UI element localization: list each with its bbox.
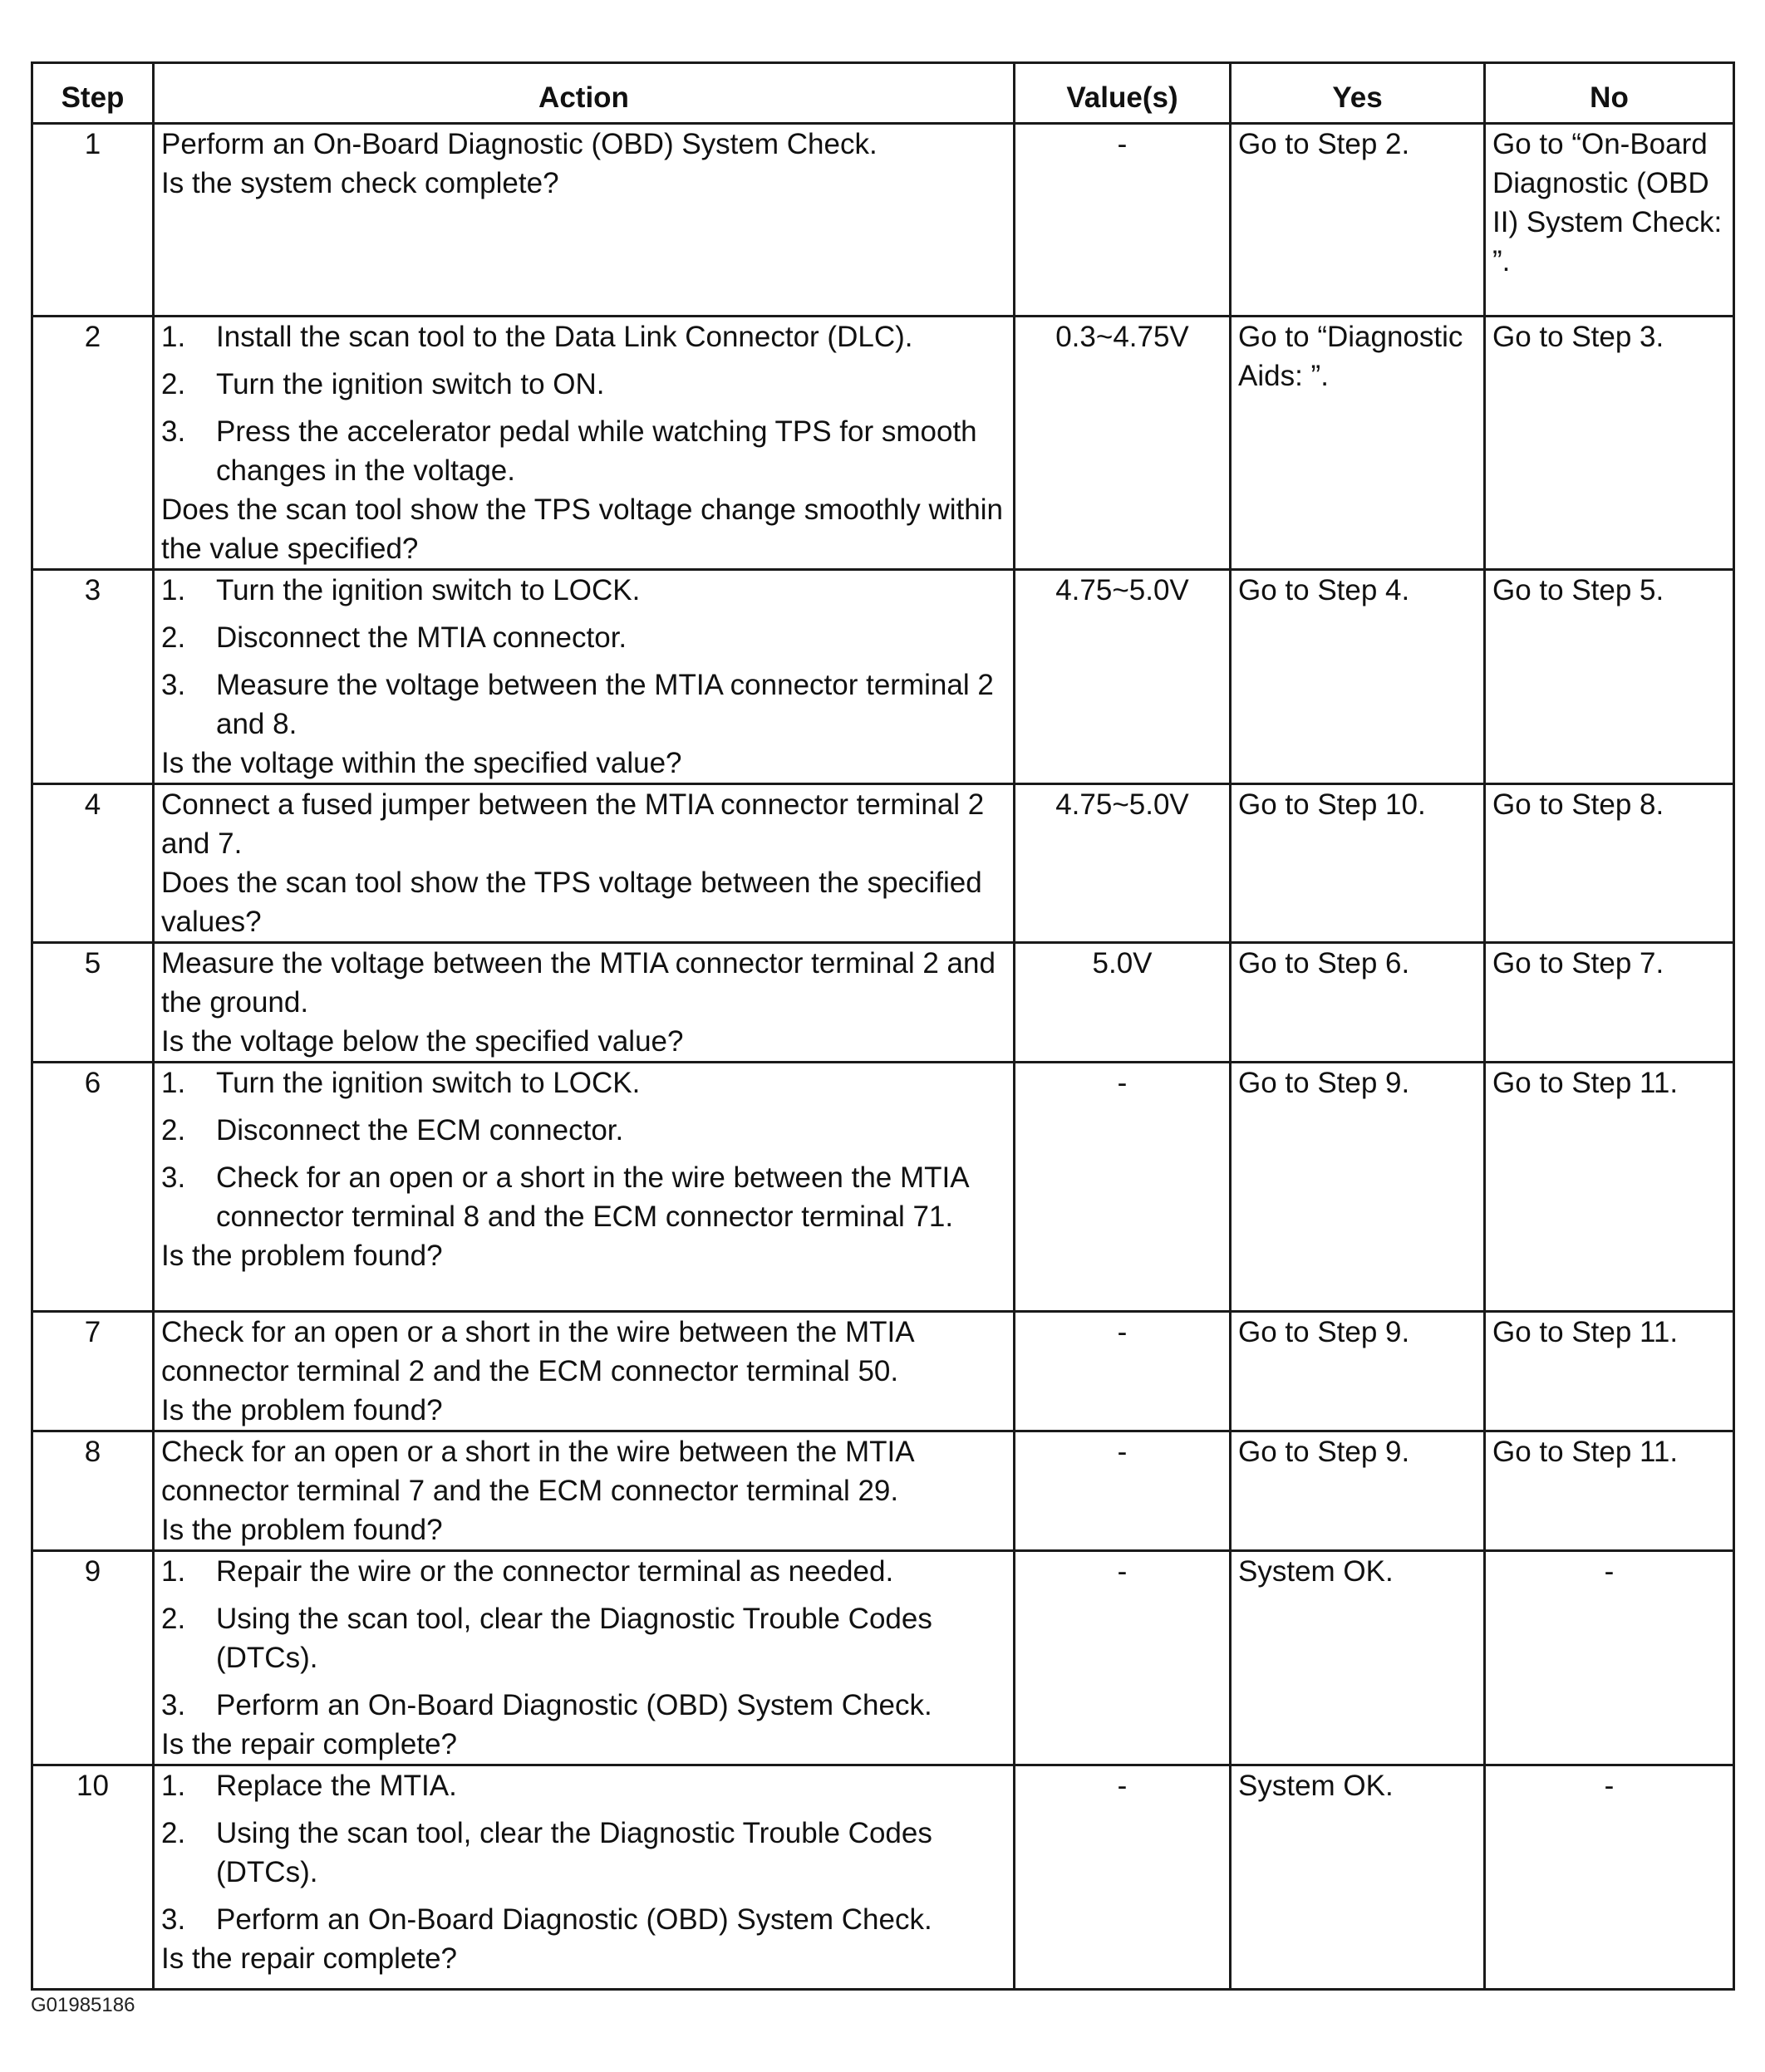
action-step-text: Replace the MTIA. (216, 1770, 457, 1802)
action-step-number: 3. (161, 1689, 186, 1721)
action-step-item (161, 665, 1006, 744)
action-step-text: Turn the ignition switch to LOCK. (216, 1067, 641, 1099)
action-question: Does the scan tool show the TPS voltage change smoothly within the value specified? (161, 493, 1003, 565)
step-number: 9 (32, 1551, 154, 1765)
action-steps-list (161, 571, 1006, 744)
value-cell: - (1015, 124, 1231, 317)
no-cell: Go to Step 3. (1485, 317, 1734, 570)
action-step-item (161, 1814, 1006, 1892)
yes-cell: Go to Step 4. (1231, 570, 1485, 784)
action-step-number: 3. (161, 1903, 186, 1936)
action-step-text: Install the scan tool to the Data Link Connector (DLC). (216, 321, 913, 353)
no-cell: Go to Step 11. (1485, 1431, 1734, 1551)
action-step-item (161, 1111, 1006, 1150)
step-number: 6 (32, 1063, 154, 1312)
yes-cell: Go to Step 6. (1231, 943, 1485, 1063)
action-step-number: 3. (161, 415, 186, 448)
yes-cell: System OK. (1231, 1551, 1485, 1765)
action-text: Check for an open or a short in the wire between the MTIA connector terminal 7 and the ECM connector terminal 29. (161, 1436, 913, 1507)
action-step-item (161, 317, 1006, 356)
action-step-number: 2. (161, 1603, 186, 1635)
value-cell: - (1015, 1063, 1231, 1312)
table-row (32, 943, 1734, 1063)
value-cell: - (1015, 1431, 1231, 1551)
table-row (32, 570, 1734, 784)
action-cell (154, 1312, 1015, 1431)
action-question: Is the problem found? (161, 1240, 443, 1272)
table-row (32, 1063, 1734, 1312)
yes-cell: Go to Step 9. (1231, 1431, 1485, 1551)
action-cell (154, 1063, 1015, 1312)
no-cell: Go to Step 11. (1485, 1312, 1734, 1431)
action-step-item (161, 1158, 1006, 1236)
action-cell (154, 1765, 1015, 1990)
action-question: Does the scan tool show the TPS voltage between the specified values? (161, 867, 982, 938)
no-cell: - (1485, 1551, 1734, 1765)
action-cell (154, 570, 1015, 784)
table-body (32, 124, 1734, 1990)
action-step-text: Using the scan tool, clear the Diagnostic Trouble Codes (DTCs). (216, 1603, 932, 1674)
table-row (32, 317, 1734, 570)
action-steps-list (161, 1552, 1006, 1725)
no-cell: Go to Step 11. (1485, 1063, 1734, 1312)
yes-cell: Go to Step 10. (1231, 784, 1485, 943)
yes-cell: Go to Step 2. (1231, 124, 1485, 317)
value-cell: - (1015, 1551, 1231, 1765)
action-step-number: 1. (161, 1770, 186, 1802)
value-cell: - (1015, 1765, 1231, 1990)
step-number: 1 (32, 124, 154, 317)
action-step-number: 3. (161, 1161, 186, 1194)
no-cell: - (1485, 1765, 1734, 1990)
action-cell (154, 784, 1015, 943)
step-number: 8 (32, 1431, 154, 1551)
no-cell: Go to Step 5. (1485, 570, 1734, 784)
yes-cell: System OK. (1231, 1765, 1485, 1990)
value-cell: 4.75~5.0V (1015, 570, 1231, 784)
action-question: Is the system check complete? (161, 167, 559, 199)
no-cell: Go to Step 7. (1485, 943, 1734, 1063)
action-step-number: 1. (161, 574, 186, 606)
action-cell (154, 124, 1015, 317)
action-step-item (161, 1552, 1006, 1591)
value-cell: - (1015, 1312, 1231, 1431)
action-step-number: 2. (161, 368, 186, 400)
step-number: 2 (32, 317, 154, 570)
action-question: Is the problem found? (161, 1514, 443, 1546)
action-step-text: Disconnect the MTIA connector. (216, 621, 627, 654)
table-header-row (32, 63, 1734, 124)
table-row (32, 784, 1734, 943)
table-row (32, 1551, 1734, 1765)
step-number: 3 (32, 570, 154, 784)
yes-cell: Go to Step 9. (1231, 1312, 1485, 1431)
action-cell (154, 943, 1015, 1063)
header-action: Action (154, 63, 1015, 124)
no-cell: Go to “On-Board Diagnostic (OBD II) System Check: ”. (1485, 124, 1734, 317)
action-question: Is the repair complete? (161, 1728, 458, 1760)
action-step-item (161, 1900, 1006, 1939)
action-step-text: Press the accelerator pedal while watching TPS for smooth changes in the voltage. (216, 415, 977, 487)
table-row (32, 1765, 1734, 1990)
action-cell (154, 317, 1015, 570)
action-step-number: 1. (161, 321, 186, 353)
header-yes: Yes (1231, 63, 1485, 124)
step-number: 4 (32, 784, 154, 943)
action-step-text: Disconnect the ECM connector. (216, 1114, 624, 1146)
action-question: Is the voltage below the specified value? (161, 1025, 684, 1058)
action-step-text: Perform an On-Board Diagnostic (OBD) System Check. (216, 1689, 932, 1721)
no-cell: Go to Step 8. (1485, 784, 1734, 943)
action-step-item (161, 1063, 1006, 1102)
action-step-text: Repair the wire or the connector terminal as needed. (216, 1555, 894, 1588)
value-cell: 5.0V (1015, 943, 1231, 1063)
yes-cell: Go to “Diagnostic Aids: ”. (1231, 317, 1485, 570)
value-cell: 4.75~5.0V (1015, 784, 1231, 943)
action-text: Perform an On-Board Diagnostic (OBD) System Check. (161, 128, 878, 160)
action-step-item (161, 1686, 1006, 1725)
action-steps-list (161, 1766, 1006, 1939)
step-number: 10 (32, 1765, 154, 1990)
diagnostic-table (31, 61, 1735, 1991)
action-question: Is the problem found? (161, 1394, 443, 1426)
value-cell: 0.3~4.75V (1015, 317, 1231, 570)
action-step-item (161, 412, 1006, 490)
table-row (32, 124, 1734, 317)
action-question: Is the repair complete? (161, 1942, 458, 1975)
action-text: Check for an open or a short in the wire between the MTIA connector terminal 2 and the ECM connector terminal 50. (161, 1316, 913, 1387)
figure-id: G01985186 (31, 1994, 135, 2016)
action-text: Measure the voltage between the MTIA connector terminal 2 and the ground. (161, 947, 996, 1019)
action-steps-list (161, 1063, 1006, 1236)
action-step-number: 3. (161, 669, 186, 701)
action-step-number: 2. (161, 621, 186, 654)
header-step: Step (32, 63, 154, 124)
yes-cell: Go to Step 9. (1231, 1063, 1485, 1312)
action-step-number: 1. (161, 1555, 186, 1588)
table-row (32, 1312, 1734, 1431)
action-steps-list (161, 317, 1006, 490)
action-step-text: Check for an open or a short in the wire between the MTIA connector terminal 8 and the ECM connector terminal 71. (216, 1161, 968, 1233)
action-cell (154, 1431, 1015, 1551)
action-step-text: Measure the voltage between the MTIA connector terminal 2 and 8. (216, 669, 994, 740)
action-text: Connect a fused jumper between the MTIA connector terminal 2 and 7. (161, 788, 985, 860)
action-step-item (161, 618, 1006, 657)
action-step-text: Turn the ignition switch to LOCK. (216, 574, 641, 606)
table-row (32, 1431, 1734, 1551)
action-step-text: Turn the ignition switch to ON. (216, 368, 605, 400)
action-step-number: 1. (161, 1067, 186, 1099)
header-values: Value(s) (1015, 63, 1231, 124)
action-step-item (161, 365, 1006, 404)
action-step-item (161, 571, 1006, 610)
action-step-item (161, 1599, 1006, 1677)
step-number: 5 (32, 943, 154, 1063)
action-step-text: Perform an On-Board Diagnostic (OBD) System Check. (216, 1903, 932, 1936)
step-number: 7 (32, 1312, 154, 1431)
action-cell (154, 1551, 1015, 1765)
action-step-number: 2. (161, 1817, 186, 1849)
header-no: No (1485, 63, 1734, 124)
action-step-text: Using the scan tool, clear the Diagnostic Trouble Codes (DTCs). (216, 1817, 932, 1888)
action-step-number: 2. (161, 1114, 186, 1146)
action-question: Is the voltage within the specified value? (161, 747, 682, 779)
action-step-item (161, 1766, 1006, 1805)
